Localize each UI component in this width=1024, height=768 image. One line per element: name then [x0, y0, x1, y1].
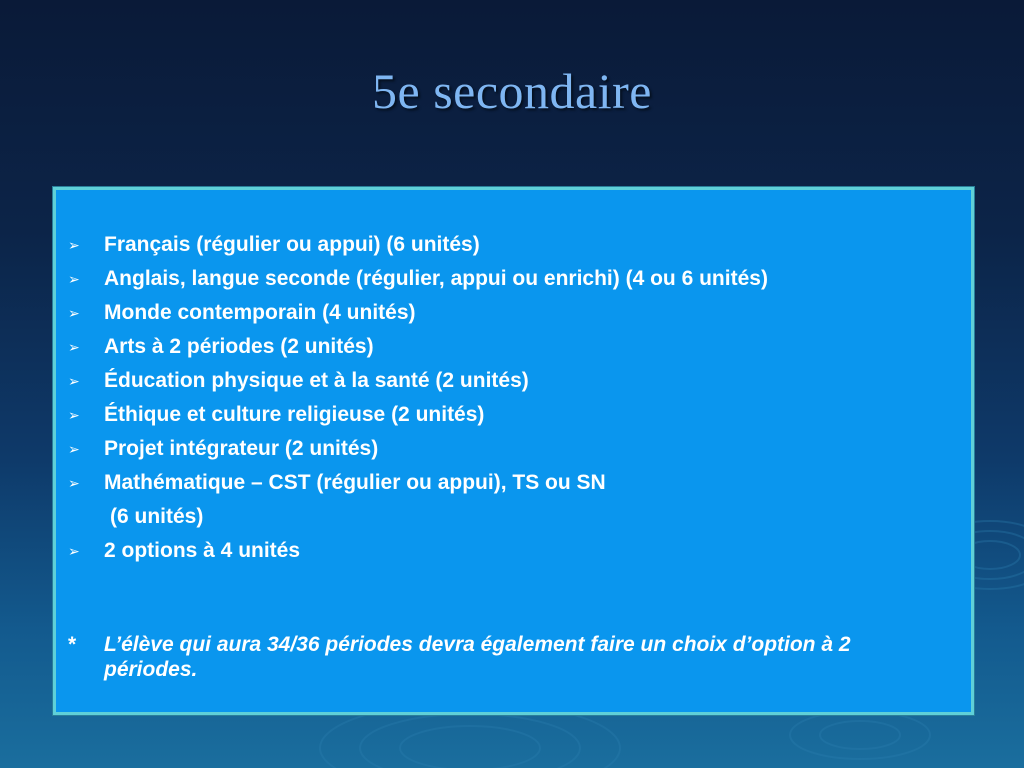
- list-item-text: Monde contemporain (4 unités): [104, 301, 416, 324]
- list-item: [56, 334, 971, 359]
- course-list: [56, 232, 971, 572]
- arrow-bullet-icon: ➢: [68, 237, 80, 253]
- list-item: [56, 538, 971, 563]
- arrow-bullet-icon: ➢: [68, 305, 80, 321]
- arrow-bullet-icon: ➢: [68, 407, 80, 423]
- arrow-bullet-icon: ➢: [68, 543, 80, 559]
- list-item: [56, 436, 971, 461]
- slide-title: 5e secondaire: [372, 63, 652, 119]
- list-item: [56, 368, 971, 393]
- footnote-asterisk: *: [68, 633, 77, 656]
- list-item: [56, 266, 971, 291]
- list-item-text: Anglais, langue seconde (régulier, appui ou enrichi) (4 ou 6 unités): [104, 267, 768, 290]
- list-item-text: Français (régulier ou appui) (6 unités): [104, 233, 480, 256]
- arrow-bullet-icon: ➢: [68, 271, 80, 287]
- footnote: [68, 632, 948, 682]
- arrow-bullet-icon: ➢: [68, 441, 80, 457]
- list-item-continuation: (6 unités): [110, 505, 204, 528]
- list-item-text: Éducation physique et à la santé (2 unités): [104, 369, 529, 392]
- arrow-bullet-icon: ➢: [68, 373, 80, 389]
- list-item: [56, 300, 971, 325]
- arrow-bullet-icon: ➢: [68, 475, 80, 491]
- arrow-bullet-icon: ➢: [68, 339, 80, 355]
- list-item-text: Mathématique – CST (régulier ou appui), TS ou SN: [104, 471, 606, 494]
- list-item-text: Éthique et culture religieuse (2 unités): [104, 403, 485, 426]
- footnote-text: L’élève qui aura 34/36 périodes devra également faire un choix d’option à 2 périodes.: [104, 633, 851, 681]
- list-item-text: 2 options à 4 unités: [104, 539, 301, 562]
- list-item: [56, 470, 971, 495]
- list-item: [56, 232, 971, 257]
- list-item-text: Arts à 2 périodes (2 unités): [104, 335, 374, 358]
- content-box: [53, 187, 974, 715]
- list-item-text: Projet intégrateur (2 unités): [104, 437, 379, 460]
- list-item: [56, 402, 971, 427]
